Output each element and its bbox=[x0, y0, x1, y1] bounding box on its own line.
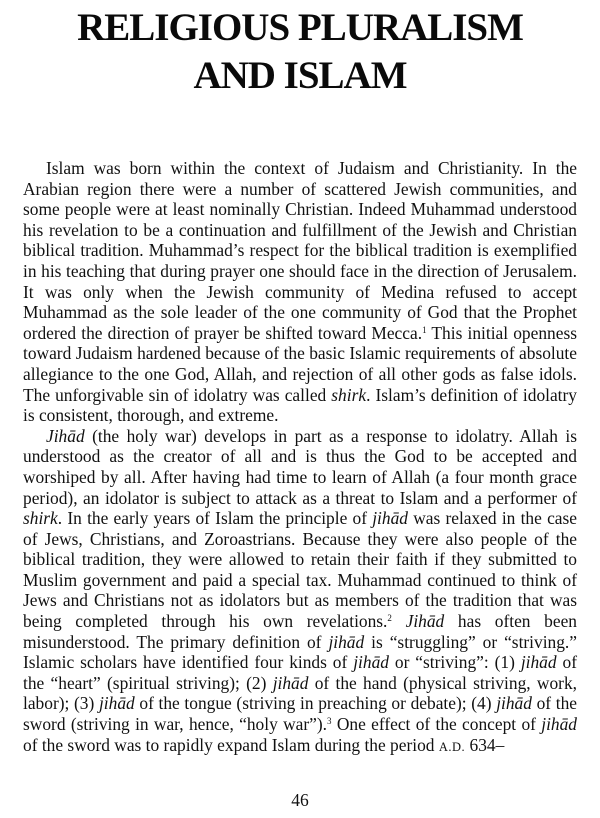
text-run: or “striving”: (1) bbox=[388, 652, 521, 673]
term-jihad: jihād bbox=[272, 672, 309, 693]
page-number: 46 bbox=[291, 790, 309, 810]
term-jihad: jihād bbox=[520, 652, 557, 673]
term-jihad: Jihād bbox=[46, 425, 85, 446]
term-jihad: jihād bbox=[353, 652, 389, 673]
paragraph-1 bbox=[23, 158, 577, 426]
term-jihad: jihād bbox=[328, 631, 365, 652]
text-run: Islam was born within the context of Judaism and Christianity. In the Arabian region there were a number of scattered Jewish communities, and some people were at least nominally Christian. Indeed Muhammad understood his revelation to be a continuation and fulfillment of the Jewish and Christian biblical tradition. Muhammad’s respect for the biblical tradition is exemplified in his teaching that during prayer one should face in the direction of Jerusalem. It was only when the Jewish community of Medina refused to accept Muhammad as the sole leader of the one community of God that the Prophet ordered the direction of prayer be shifted toward Mecca. bbox=[23, 158, 577, 343]
term-jihad: jihād bbox=[541, 714, 577, 735]
chapter-title bbox=[0, 4, 600, 100]
text-run: (the holy war) develops in part as a response to idolatry. Allah is understood as the creator of all and is thus the God to be accepted and worshiped by all. After having had time to learn of Allah (a four month grace period), an idolator is subject to attack as a threat to Islam and a performer of bbox=[23, 425, 577, 508]
term-jihad: jihād bbox=[496, 693, 532, 714]
text-run: This initial openness toward Judaism hardened because of the basic Islamic requirements of absolute allegiance to the one God, Allah, and rejection of all other gods as false idols. The unforgivable sin of idolatry was called bbox=[23, 322, 577, 405]
text-run: . Islam’s definition of idolatry is consistent, thorough, and extreme. bbox=[23, 384, 578, 426]
text-run bbox=[392, 611, 406, 631]
footnote-marker-2: 2 bbox=[387, 613, 392, 624]
term-jihad: jihād bbox=[372, 508, 408, 529]
term-shirk: shirk bbox=[23, 508, 58, 529]
text-run: was relaxed in the case of Jews, Christians, and Zoroastrians. Because they were also people of the biblical tradition, they were allowed to retain their faith if they submitted to Muslim government and paid a special tax. Muhammad continued to think of Jews and Christians not as idolators but as members of the tradition that was being completed through his own revelations. bbox=[23, 508, 577, 632]
text-run: . In the early years of Islam the principle of bbox=[57, 508, 373, 529]
footnote-marker-3: 3 bbox=[327, 716, 332, 727]
text-run: has often been misunderstood. The primary definition of bbox=[23, 611, 577, 652]
term-jihad: Jihād bbox=[405, 611, 445, 632]
text-run: is “struggling” or “striving.” Islamic scholars have identified four kinds of bbox=[23, 631, 578, 673]
era-abbreviation: A.D. bbox=[438, 739, 466, 754]
text-run: 634– bbox=[465, 734, 505, 755]
chapter-title-line-2: AND ISLAM bbox=[193, 54, 407, 97]
paragraph-2 bbox=[23, 426, 577, 758]
chapter-title-line-1: RELIGIOUS PLURALISM bbox=[77, 6, 523, 49]
text-run: of the tongue (striving in preaching or debate); (4) bbox=[134, 693, 497, 714]
text-run: of the hand (physical striving, work, labor); (3) bbox=[23, 672, 577, 714]
body-text bbox=[23, 158, 577, 757]
footnote-marker-1: 1 bbox=[422, 324, 427, 335]
text-run: of the “heart” (spiritual striving); (2) bbox=[23, 652, 577, 693]
text-run: of the sword was to rapidly expand Islam during the period bbox=[23, 734, 439, 755]
term-jihad: jihād bbox=[98, 693, 135, 714]
term-shirk: shirk bbox=[331, 384, 367, 405]
text-run: of the sword (striving in war, hence, “holy war”). bbox=[23, 693, 577, 735]
text-run: One effect of the concept of bbox=[331, 714, 542, 735]
